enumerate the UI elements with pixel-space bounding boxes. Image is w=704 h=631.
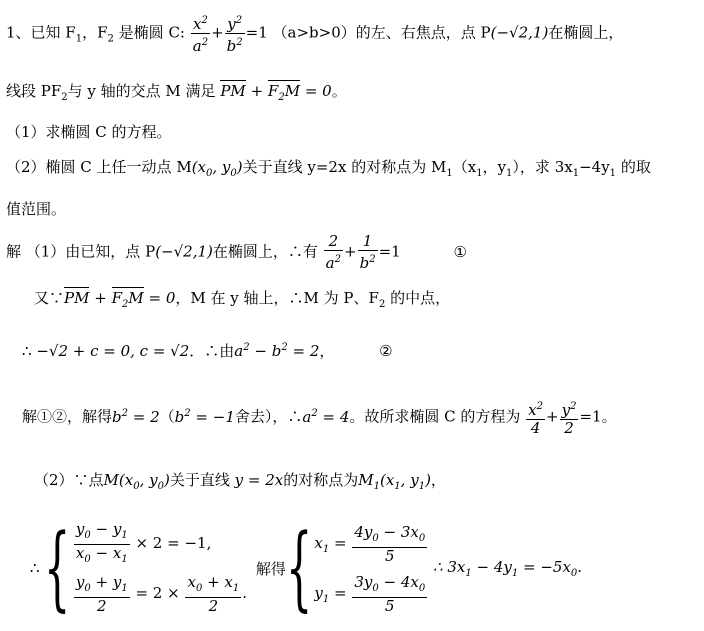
equation-system-1: $\frac{y_0 - y_1}{x_0 - x_1}$ × 2 = −1, $\frac{y_0 + y_1}{2}$ = 2 × $\frac{x_0 + x_1}{2}$ .	[75, 519, 248, 615]
solution-line-2: 又∵PM + $F_2M = 0$，M 在 y 轴上，∴M 为 P、$F_2$ 的中点，	[34, 289, 451, 310]
problem-line-2: 线段 $PF_2$与 y 轴的交点 M 满足 PM + $F_2M = 0$。	[6, 82, 347, 103]
solution-line-4: 解①②，解得$b^2 = 2(b^2 = -1$舍去），$\therefore a^2 = 4$。故所求椭圆 C 的方程为 $\frac{x^2}{4}$ + $\frac{y^2}{2}$ =1。	[22, 398, 617, 437]
problem-line-4: （2）椭圆 C 上任一动点 $M(x_0$, $y_0$)关于直线 y=2x 的对称点为 $M_1(x_1$，$y_1$），求 $3x_1-4y_1$ 的取	[6, 158, 651, 179]
text: 关于直线 y=2x 的对称点为 M	[242, 158, 447, 176]
solution-line-3: ∴ −√2 + c = 0, c = √2．∴由$a^2 - b^2 = 2$， ②	[22, 342, 393, 360]
text: 的中点，	[385, 289, 451, 307]
equation-system-2: $x_1$ = $\frac{4y_0 - 3x_0}{5}$ $y_1$ = $\frac{3y_0 - 4x_0}{5}$	[314, 522, 426, 615]
text: 。故所求椭圆 C 的方程为	[349, 407, 521, 426]
solution-line-1: 解 （1）由已知，点 P(−√2,1)在椭圆上，∴有 $\frac{2}{a^2}$ + $\frac{1}{b^2}$ =1 ①	[6, 232, 467, 272]
fraction: $\frac{x^2}{4}$	[528, 401, 544, 437]
text: 解得	[255, 559, 286, 578]
text: （2）椭圆 C 上任一动点 M	[6, 158, 192, 176]
text: 在椭圆上，	[548, 23, 624, 42]
left-brace: {	[44, 514, 71, 621]
text: 解①②，解得	[22, 407, 113, 426]
text: 解 （1）由已知，点 P	[6, 242, 156, 261]
fraction: $\frac{y^2}{b^2}$	[226, 15, 243, 55]
text: ，M 在 y 轴上，∴M 为 P、F	[175, 289, 379, 307]
text: 的取	[616, 158, 651, 176]
text: （	[159, 407, 175, 426]
fraction: $\frac{2}{a^2}$	[325, 232, 341, 272]
text: ．∴由	[189, 342, 235, 360]
text: 的对称点为	[283, 471, 359, 489]
problem-line-1: 1、已知 $F_1$，$F_2$ 是椭圆 C: $\frac{x^2}{a^2}$ + $\frac{y^2}{b^2}$ =1 （a>b>0）的左、右焦点，点 P(−√2,1)在椭圆上，	[6, 12, 623, 55]
marker-1: ①	[453, 242, 467, 261]
text: 舍去），∴	[234, 407, 303, 426]
marker-2: ②	[379, 342, 393, 360]
text: ），求 3x	[512, 158, 573, 176]
problem-line-5: 值范围。	[6, 200, 67, 218]
text: （a>b>0）的左、右焦点，点 P	[272, 23, 491, 42]
text: （x	[452, 158, 477, 176]
fraction: $\frac{x^2}{a^2}$	[192, 15, 209, 55]
text: 与 y 轴的交点 M 满足	[67, 82, 216, 100]
problem-line-3: （1）求椭圆 C 的方程。	[6, 123, 172, 141]
text: 在椭圆上，∴有	[212, 242, 318, 261]
solution-line-6: ∴ { $\frac{y_0 - y_1}{x_0 - x_1}$ × 2 = −1, $\frac{y_0 + y_1}{2}$ = 2 × $\frac{x_0 + x_1}{2}$ . 解得{ $x_1$ = $\frac{4y_0 - 3x_0}{5}$ $y_1$ = $\frac{3y_0 - 4x_0}{5}$ ∴ $3x_1 - 4y_1 = -5x_0$.	[30, 514, 583, 621]
text: 线段 PF	[6, 82, 62, 100]
fraction: $\frac{1}{b^2}$	[359, 232, 376, 272]
text: ，F	[82, 23, 108, 42]
text: ，y	[482, 158, 507, 176]
text: 关于直线	[169, 471, 230, 489]
text: −4y	[579, 158, 610, 176]
text: 是椭圆 C:	[113, 23, 185, 42]
solution-line-5: （2）∵点$M(x_0$, $y_0$)关于直线 y = 2x的对称点为$M_1(x_1$, $y_1$)，	[34, 471, 446, 492]
text: 又∵	[34, 289, 65, 307]
text: （2）∵点	[34, 471, 104, 489]
text: 1、已知 F	[6, 23, 76, 42]
left-brace: {	[285, 514, 313, 621]
fraction: $\frac{y^2}{2}$	[561, 401, 577, 437]
